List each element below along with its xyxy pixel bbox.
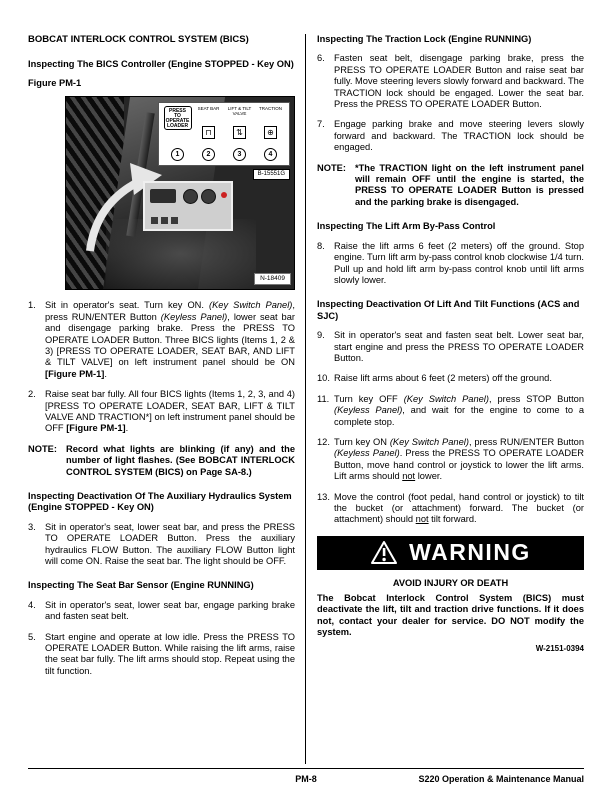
warning-block (317, 536, 584, 654)
heading-aux-hydraulics: Inspecting Deactivation Of The Auxiliary Hydraulics System (Engine STOPPED - Key ON) (28, 491, 292, 513)
left-column (28, 34, 305, 764)
list-item-number: 1. (28, 300, 36, 311)
red-warning-light-icon (221, 192, 227, 198)
list-item-8 (317, 241, 584, 287)
note-text: *The TRACTION light on the left instrument panel will remain OFF until the engine is started, the PRESS TO OPERATE LOADER Button is pressed and the parking brake is disengaged. (355, 162, 584, 207)
image-ref-label: N-18409 (254, 273, 291, 285)
note-label: NOTE: (28, 443, 57, 454)
legend-col-press-to-operate-loader (163, 106, 192, 161)
heading-seat-bar-sensor: Inspecting The Seat Bar Sensor (Engine RUNNING) (28, 580, 254, 591)
warning-text: The Bobcat Interlock Control System (BICS) must deactivate the lift, tilt and traction drive functions. If it does not, contact your dealer for service. DO NOT modify the system. (317, 592, 584, 638)
warning-band (317, 536, 584, 570)
list-item-text: Sit in operator's seat, lower seat bar, engage parking brake and fasten seat belt. (45, 599, 295, 622)
page-number: PM-8 (295, 774, 317, 784)
section-title: BOBCAT INTERLOCK CONTROL SYSTEM (BICS) (28, 34, 249, 45)
list-item-text: Turn key ON (Key Switch Panel), press RUN/ENTER Button (Keyless Panel). Press the PRESS TO OPERATE LOADER Button, move hand control or joystick to lower the lift arms. Lift arms should not lower. (334, 436, 584, 482)
list-item-number: 6. (317, 53, 325, 64)
legend-col-lift-tilt-valve (225, 106, 254, 161)
list-item-text: Start engine and operate at low idle. Press the PRESS TO OPERATE LOADER Button. While raising the lift arms, raise the seat bar fully. The lift arms should stop. Repeat using the tilt function. (45, 631, 295, 676)
heading-traction-lock: Inspecting The Traction Lock (Engine RUNNING) (317, 34, 532, 44)
list-item-text: Sit in operator's seat and fasten seat belt. Lower seat bar, start engine and press the PRESS TO OPERATE LOADER Button. (334, 330, 584, 363)
indicator-icon (161, 217, 168, 224)
warning-triangle-icon (370, 540, 398, 565)
note-block (317, 163, 584, 209)
list-item-text: Engage parking brake and move steering levers slowly forward and backward. The TRACTION lock should be engaged. (334, 119, 584, 153)
display-screen-icon (150, 189, 176, 203)
press-to-operate-loader-button-icon: PRESS TO OPERATE LOADER (164, 106, 192, 130)
instrument-panel-inset (143, 181, 233, 231)
list-item-text: Fasten seat belt, disengage parking brake, press the PRESS TO OPERATE LOADER Button and raise seat bar fully. Move steering levers slowly forward and backward. The TRACTION lock should be engaged. Lower the seat bar. Press the PRESS TO OPERATE LOADER Button. (334, 53, 584, 110)
list-item-number: 3. (28, 521, 36, 532)
page-footer (28, 768, 584, 786)
legend-number-1: 1 (171, 148, 184, 161)
list-item-9 (317, 330, 584, 364)
list-item-3 (28, 522, 295, 568)
note-label: NOTE: (317, 162, 346, 173)
list-item-number: 10. (317, 373, 330, 384)
list-item-number: 2. (28, 389, 36, 400)
figure-legend-inset (158, 102, 290, 166)
seat-bar-icon: ⊓ (202, 126, 215, 139)
two-column-layout (28, 34, 584, 764)
lift-tilt-valve-icon: ⇅ (233, 126, 246, 139)
legend-number-4: 4 (264, 148, 277, 161)
list-item-5 (28, 632, 295, 678)
list-item-10 (317, 373, 584, 384)
warning-code: W-2151-0394 (535, 644, 584, 654)
manual-title: S220 Operation & Maintenance Manual (418, 774, 584, 784)
list-item-text: Turn key OFF (Key Switch Panel), press STOP Button (Keyless Panel), and wait for the engine to come to a complete stop. (334, 393, 584, 427)
list-item-7 (317, 119, 584, 153)
note-block (28, 444, 295, 478)
footer-rule (28, 768, 584, 769)
list-item-text: Sit in operator's seat, lower seat bar, and press the PRESS TO OPERATE LOADER Button. Press the auxiliary hydraulics FLOW Button. The auxiliary FLOW Button light will come ON. Raise the seat bar. The light should be OFF. (45, 521, 295, 567)
figure-pm1-image (65, 96, 295, 290)
list-item-6 (317, 53, 584, 110)
list-item-13 (317, 492, 584, 526)
list-item-1 (28, 300, 295, 380)
footer-row (28, 774, 584, 786)
gauge-dial-icon (201, 189, 216, 204)
legend-number-3: 3 (233, 148, 246, 161)
list-item-number: 4. (28, 599, 36, 610)
legend-number-2: 2 (202, 148, 215, 161)
legend-col-traction (256, 106, 285, 161)
list-item-text: Move the control (foot pedal, hand control or joystick) to tilt the bucket (or attachment) forward. The bucket (or attachment) should not tilt forward. (334, 491, 584, 525)
traction-label: TRACTION (259, 106, 282, 112)
heading-bics-controller: Inspecting The BICS Controller (Engine STOPPED - Key ON) (28, 58, 294, 69)
list-item-text: Sit in operator's seat. Turn key ON. (Key Switch Panel), press RUN/ENTER Button (Keyless Panel), lower seat bar and disengage parking brake. Press the PRESS TO OPERATE LOADER Button. Three BICS lights (Items 1, 2 & 3) [PRESS TO OPERATE LOADER, SEAT BAR, AND LIFT & TILT VALVE] on left instrument panel should be ON [Figure PM-1]. (45, 300, 295, 379)
figure-caption: Figure PM-1 (28, 77, 82, 88)
photo-ref-label: B-15551G (253, 169, 290, 180)
legend-col-seat-bar (194, 106, 223, 161)
traction-icon: ⊕ (264, 126, 277, 139)
list-item-number: 9. (317, 330, 325, 341)
heading-lift-arm-bypass: Inspecting The Lift Arm By-Pass Control (317, 221, 496, 232)
heading-deactivation-lift-tilt: Inspecting Deactivation Of Lift And Tilt Functions (ACS and SJC) (317, 299, 580, 321)
list-item-number: 11. (317, 393, 330, 404)
lift-tilt-valve-label: LIFT & TILT VALVE (227, 106, 252, 117)
list-item-4 (28, 600, 295, 623)
list-item-12 (317, 437, 584, 483)
list-item-number: 7. (317, 119, 325, 130)
list-item-number: 8. (317, 240, 325, 251)
indicator-lights-row (151, 217, 178, 224)
indicator-icon (151, 217, 158, 224)
seat-bar-label: SEAT BAR (197, 106, 220, 112)
list-item-number: 12. (317, 436, 330, 447)
warning-band-label: WARNING (409, 539, 531, 566)
list-item-number: 5. (28, 631, 36, 642)
right-column (305, 34, 584, 764)
list-item-text: Raise lift arms about 6 feet (2 meters) off the ground. (334, 373, 552, 384)
list-item-11 (317, 394, 584, 428)
list-item-2 (28, 389, 295, 435)
list-item-text: Raise the lift arms 6 feet (2 meters) off the ground. Stop engine. Turn lift arm by-pass control knob clockwise 1/4 turn. Pull up and hold lift arm by-pass control knob until lift arms slowly lower. (334, 240, 584, 285)
list-item-number: 13. (317, 491, 330, 502)
note-text: Record what lights are blinking (if any) and the number of light flashes. (See BOBCAT INTERLOCK CONTROL SYSTEM (BICS) on Page SA-8.) (66, 443, 295, 477)
gauge-dial-icon (183, 189, 198, 204)
indicator-icon (171, 217, 178, 224)
warning-heading: AVOID INJURY OR DEATH (392, 577, 509, 588)
list-item-text: Raise seat bar fully. All four BICS lights (Items 1, 2, 3, and 4) [PRESS TO OPERATE LOADER, SEAT BAR, LIFT & TILT VALVE AND TRACTION*] on left instrument panel should be OFF [Figure PM-1]. (45, 389, 295, 434)
